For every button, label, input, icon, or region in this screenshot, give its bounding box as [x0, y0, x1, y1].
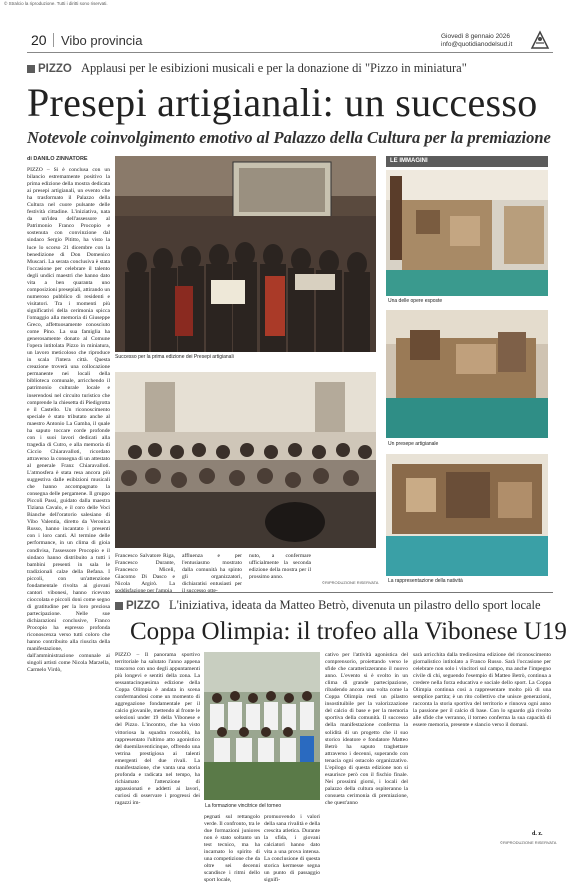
- article2-signature: d. z.: [532, 831, 543, 837]
- page-header: [27, 30, 553, 50]
- article1-body-col3: [182, 553, 242, 587]
- side-caption-1: Una delle opere esposte: [388, 298, 443, 304]
- team-photo: [204, 652, 320, 800]
- issue-date: Giovedì 8 gennaio 2026: [441, 33, 511, 40]
- audience-photo: [115, 372, 376, 548]
- section-name: Vibo provincia: [61, 33, 143, 48]
- article1-credit: ©RIPRODUZIONE RISERVATA: [322, 580, 379, 585]
- header-divider: [53, 33, 54, 47]
- article2-kicker: [115, 598, 541, 613]
- ceremony-photo: [115, 156, 376, 352]
- article1-overline: Applausi per le esibizioni musicali e per la donazione di "Pizzo in miniatura": [81, 61, 467, 75]
- article2-col5: [413, 652, 551, 822]
- sidebar-label: [386, 156, 548, 167]
- kicker-label: PIZZO: [38, 63, 72, 75]
- article1-body-text-2: Francesco Salvatore Riga, Francesco Durante, Francesco Miceli, Giacomo Di Dasco e Nicola Argirò. La: [115, 553, 175, 588]
- article1-kicker: [27, 61, 467, 76]
- side-photo-2: [386, 310, 548, 438]
- article1-body-col4: [249, 553, 311, 587]
- article2-col3: [264, 814, 320, 884]
- side-photo-1: [386, 170, 548, 296]
- article1-body-text-3: affluenza e per l'entusiasmo mostrato dalla comunità ha spinto gli organizzatori, dichiaratisi entusiasti per: [182, 553, 242, 588]
- photo1-caption: Successo per la prima edizione dei Presepi artigianali: [115, 354, 234, 360]
- newspaper-logo: [530, 30, 550, 50]
- article1-body-text: PIZZO – Si è conclusa con un bilancio estremamente positivo la prima edizione della mostra dedicata ai presepi artigianali, un evento che ha trasformato il Palazzo della Cultura nel cuore pulsante delle festività cittadine. L'iniziativa, nata da un'idea dell'assessore al Patrimonio Franco Procopio e sostenuta con convinzione dal sindaco Sergio Pititto, ha visto la luce lo scorso 21 dicembre con la benedizione di Don Domenico Muscari. La serata conclusiva è stata l'occasione per celebrare il talento degli undici maestri che hanno dato vita a ben quaranta uno composizioni presepiali, attirando un numeroso pubblico di residenti e visitatori. Tra i momenti più significativi della cerimonia spicca l'omaggio alla memoria di Giuseppe Greco, affettuosamente conosciuto come Pino. La sua famiglia ha generosamente donato al Comune l'opera intitolata Pizzo in miniatura, un lavoro meticoloso che riproduce in scala l'intera città. Questa creazione troverà una collocazione permanente nei locali della biblioteca comunale, arricchendo il patrimonio culturale locale e inserendosi nel circuito turistico che comprende la chiesetta di Piedigrotta e il Castello. Un riconoscimento speciale è stato tributato anche al maestro Antonio La Gamba, il quale ha saputo toccare corde profonde con i suoi lavori dedicati alla tragedia di Cutro, e alla memoria di Cicciо Chiaravalloti, ricordato attraverso la consegna di un attestato al generale Franz Chiaravalloti. L'atmosfera è stata resa ancora più suggestiva dalle esibizioni musicali che hanno accompagnato la consegna delle pergamene. Il gruppo Piccoli Passi, guidato dalla maestra Tiziana Cavalo, e il coro delle Voci Bianche dell'oratorio salesiano di Vibo Valentia, diretto da Veronica Russo, hanno incantato i presenti con i loro canti. Al termine delle performance, in un clima di gioia condivisa, l'assessore Procopio e il sindaco hanno distribuito a tutti i bambini presenti in sala le tradizionali calze della Befana. I piccoli, con un'attenzione fondamentale rivolta ai giovani cantori vibonesi, hanno ricevuto cioccolata e piccoli doni come segno di gratitudine per la loro preziosa partecipazione. Nelle sue dichiarazioni conclusive, Franco Procopio ha espresso profonda riconoscenza verso tutti coloro che hanno contribuito alla riuscita della manifestazione, dall'amministrazione comunale ai singoli artisti come Nicola Marzella, Carmelo Virdò,: [27, 167, 110, 674]
- article1-body-col2: [115, 553, 175, 587]
- article1-body-text-4: nuto, a confermare ufficialmente la seconda edizione della mostra per il prossimo anno.: [249, 553, 311, 581]
- contact-email: info@quotidianodelsud.it: [441, 41, 513, 48]
- copyright-notice: © Stralcio la riproduzione. Tutti i diritti sono riservati.: [4, 1, 108, 6]
- article2-text-5: sarà arricchita dalla tredicesima edizione del riconoscimento giornalistico intitolato a Franco Russo. Sarà l'occasione per celebrare non solo i vincitori sul campo, ma anche l'impegno civile di chi, seguendo l'esempio di Matteo Betrò, continua a credere nella forza educativa e sociale dello sport. La Coppa Olimpia continua così a rappresentare molto più di una semplice partita; è un rito collettivo che unisce generazioni, racconta la storia sportiva del territorio e rinnova ogni anno la passione per il calcio di base. Con lo sguardo già rivolto alle sfide che verranno, il torneo conferma la sua capacità di essere memoria, presente e slancio verso il domani.: [413, 652, 551, 729]
- article2-title: Coppa Olimpia: il trofeo alla Vibonese U19: [130, 618, 567, 645]
- kicker-square-2: [115, 602, 123, 610]
- article1-subtitle: Notevole coinvolgimento emotivo al Palazzo della Cultura per la premiazione: [27, 128, 551, 147]
- article2-overline: L'iniziativa, ideata da Matteo Betrò, divenuta un pilastro dello sport locale: [169, 598, 541, 612]
- article1-title: Presepi artigianali: un successo: [27, 80, 538, 125]
- article2-col1: [115, 652, 200, 838]
- article2-col4: [325, 652, 408, 860]
- byline: di DANILO ZINNATORE: [27, 156, 88, 162]
- side-caption-2: Un presepe artigianale: [388, 441, 439, 447]
- sidebar-label-text: LE IMMAGINI: [390, 158, 428, 164]
- article2-text-1: PIZZO – Il panorama sportivo territoriale ha salutato l'anno appena trascorso con uno degli appuntamenti più longevi e sentiti della zona. La sessantacinquesima edizione della Coppa Olimpia è andata in scena confermandosi come un momento di aggregazione fondamentale per il calcio giovanile, mettendo al fronte le selezioni under 19 della Vibonese e del Pizzo. L'incontro, che ha visto vittoriosa la squadra rossoblù, ha rappresentato l'ultimo atto agonistico del duemilaventicinque, offrendo una vetrina prestigiosa ai talenti emergenti del due rivali. La manifestazione, che vanta una storia profonda e radicata nel tempo, ha richiamato l'attenzione di appassionati e addetti ai lavori, curiosi di osservare i progressi dei ragazzi im-: [115, 652, 200, 806]
- article1-body-col1: [27, 167, 110, 825]
- team-photo-caption: La formazione vincitrice del torneo: [205, 803, 282, 809]
- article2-credit: ©RIPRODUZIONE RISERVATA: [500, 840, 557, 845]
- kicker-square: [27, 65, 35, 73]
- article-divider: [115, 592, 553, 593]
- header-rule: [27, 52, 553, 53]
- article2-col2: [204, 814, 260, 884]
- article2-text-2: pegnati sul rettangolo verde. Il confronto, tra le due formazioni juniores non è stato soltanto un test tecnico, ma ha incarnato lo spirito di una competizione che da oltre sei decenni scandisce i ritmi dello sport locale,: [204, 814, 260, 884]
- article2-text-3: promuovendo i valori della sana rivalità e della crescita atletica. Durante la sfida, i giovani calciatori hanno dato vita a una prova intensa. La conclusione di questa storica kermesse segna un punto di passaggio signifi-: [264, 814, 320, 884]
- article2-text-4: cativo per l'attività agonistica del comprensorio, proiettando verso le sfide che caratterizzeranno il nuovo anno. L'evento si è svolto in un clima di grande partecipazione, ribadendo ancora una volta come la Coppa Olimpia resti un pilastro insostituibile per la valorizzazione del calcio di base e per la memoria sportiva della comunità. Il successo della manifestazione conferma la solidità di un progetto che il suo storico ideatore e fondatore Matteo Betrò ha saputo traghettare attraverso i decenni, superando con tenacia ogni ostacolo organizzativo. L'epilogo di questa edizione non si esaurisce però con il fischio finale. Nei prossimi giorni, i locali del palazzo della cultura ospiteranno la consueta cerimonia di premiazione, che quest'anno: [325, 652, 408, 806]
- side-photo-3: [386, 454, 548, 576]
- side-caption-3: La rappresentazione della natività: [388, 578, 463, 584]
- page-number: 20: [31, 32, 47, 48]
- kicker-label-2: PIZZO: [126, 600, 160, 612]
